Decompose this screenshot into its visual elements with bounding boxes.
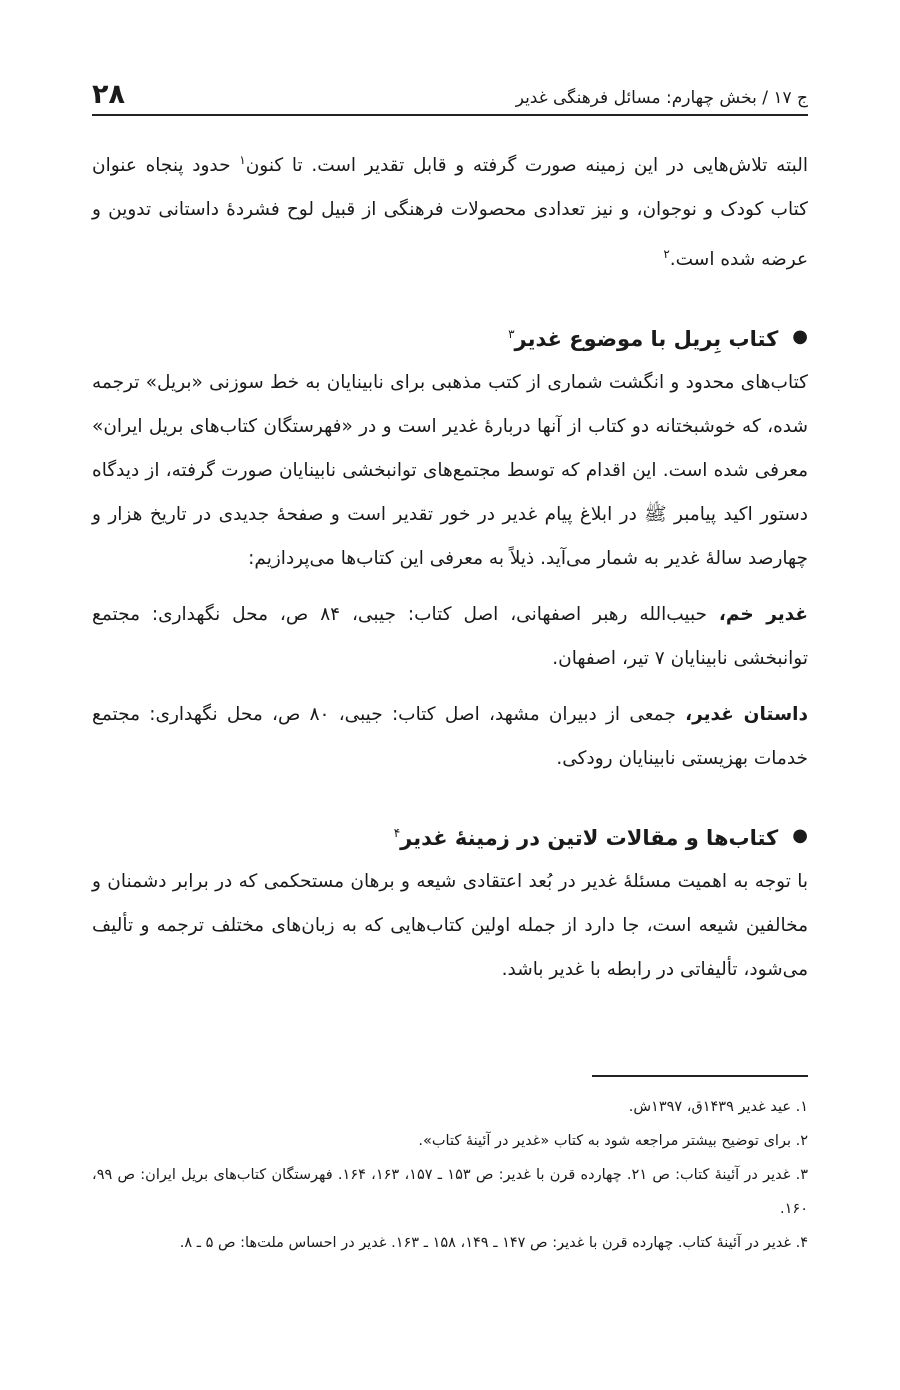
intro-text-b: حدود پنجاه عنوان کتاب کودک و نوجوان، و نیز تعدادی محصولات فرهنگی از قبیل لوح فشردهٔ داستانی تدوین و عرضه شده است. <box>92 155 808 271</box>
page-number: ۲۸ <box>92 79 125 110</box>
footnote-item: ۱. عید غدیر ۱۴۳۹ق، ۱۳۹۷ش. <box>628 1099 808 1115</box>
footnote-item: ۲. برای توضیح بیشتر مراجعه شود به کتاب «غدیر در آئینهٔ کتاب». <box>418 1133 808 1149</box>
intro-text-a: البته تلاش‌هایی در این زمینه صورت گرفته و قابل تقدیر است. تا کنون <box>245 155 808 177</box>
book-entry-text: حبیب‌الله رهبر اصفهانی، اصل کتاب: جیبی، ۸۴ ص، محل نگهداری: مجتمع توانبخشی نابینایان ۷ تیر، اصفهان. <box>92 604 808 670</box>
book-entry <box>92 693 808 781</box>
page-header <box>92 70 808 116</box>
braille-paragraph: کتاب‌های محدود و انگشت شماری از کتب مذهبی برای نابینایان به خط سوزنی «بریل» ترجمه شده، که خوشبختانه دو کتاب از آنها دربارهٔ غدیر است و در «فهرستگان کتاب‌های بریل ایران» معرفی شده است. این اقدام که توسط مجتمع‌های توانبخشی نابینایان صورت گرفته، از دیدگاه دستور اکید پیامبر ﷺ در ابلاغ پیام غدیر در خور تقدیر است و صفحهٔ جدیدی در تاریخ هزار و چهارصد سالهٔ غدیر به شمار می‌آید. ذیلاً به معرفی این کتاب‌ها می‌پردازیم: <box>92 372 808 570</box>
footnote-ref-3[interactable]: ۳ <box>508 327 515 342</box>
book-entry-title: غدیر خم، <box>718 604 809 626</box>
book-entry <box>92 593 808 681</box>
footnote-item: ۳. غدیر در آئینهٔ کتاب: ص ۲۱. چهارده قرن با غدیر: ص ۱۵۳ ـ ۱۵۷، ۱۶۳، ۱۶۴. فهرستگان کتاب‌های بریل ایران: ص ۹۹، ۱۶۰. <box>92 1167 809 1217</box>
bullet-icon: ● <box>792 325 808 347</box>
footnote-ref-1[interactable]: ۱ <box>239 153 246 167</box>
section-heading-braille <box>92 312 808 361</box>
footnote-ref-4[interactable]: ۴ <box>393 826 401 841</box>
running-head: ج ۱۷ / بخش چهارم: مسائل فرهنگی غدیر <box>515 88 808 108</box>
bullet-icon: ● <box>792 824 808 846</box>
section-title: کتاب بِریل با موضوع غدیر <box>514 327 779 352</box>
footnote-ref-2[interactable]: ۲ <box>663 247 670 262</box>
footnotes <box>92 1090 808 1260</box>
section-title: کتاب‌ها و مقالات لاتین در زمینهٔ غدیر <box>400 826 779 851</box>
footnote-item: ۴. غدیر در آئینهٔ کتاب. چهارده قرن با غدیر: ص ۱۴۷ ـ ۱۴۹، ۱۵۸ ـ ۱۶۳. غدیر در احساس ملت‌ها: ص ۵ ـ ۸. <box>179 1235 808 1251</box>
section-heading-latin <box>92 811 808 860</box>
footnote-divider <box>592 1075 808 1077</box>
page-body <box>92 138 808 992</box>
latin-paragraph: با توجه به اهمیت مسئلهٔ غدیر در بُعد اعتقادی شیعه و برهان مستحکمی که در برابر دشمنان و مخالفین شیعه است، جا دارد از جمله اولین کتاب‌هایی که به زبان‌های مختلف ترجمه و تألیف می‌شود، تألیفاتی در رابطه با غدیر باشد. <box>92 871 808 981</box>
book-entry-title: داستان غدیر، <box>685 704 808 726</box>
book-entry-text: جمعی از دبیران مشهد، اصل کتاب: جیبی، ۸۰ ص، محل نگهداری: مجتمع خدمات بهزیستی نابینایان رودکی. <box>92 704 808 770</box>
intro-paragraph <box>92 138 808 282</box>
